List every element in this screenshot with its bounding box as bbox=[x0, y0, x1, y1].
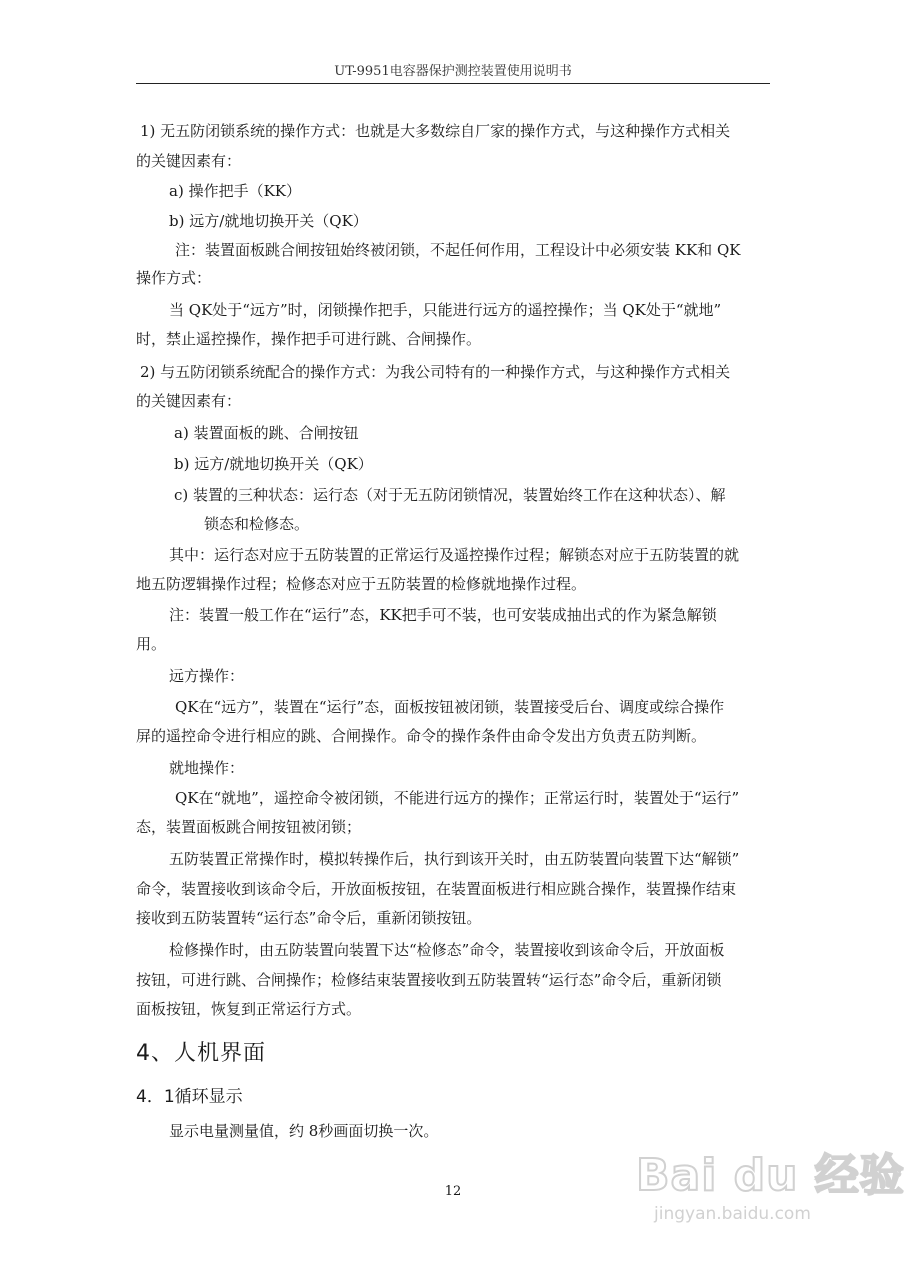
body-line: 时，禁止遥控操作，操作把手可进行跳、合闸操作。 bbox=[136, 330, 482, 348]
body-line: 的关键因素有： bbox=[136, 152, 242, 170]
body-line: 用。 bbox=[136, 635, 167, 653]
body-line: 态，装置面板跳合闸按钮被闭锁； bbox=[136, 818, 362, 836]
subsection-text: 显示电量测量值，约 8秒画面切换一次。 bbox=[169, 1122, 439, 1140]
body-line: b) 远方/就地切换开关（QK） bbox=[169, 212, 368, 230]
body-line: 五防装置正常操作时，模拟转操作后，执行到该开关时，由五防装置向装置下达“解锁” bbox=[169, 850, 740, 868]
body-line: 屏的遥控命令进行相应的跳、合闸操作。命令的操作条件由命令发出方负责五防判断。 bbox=[136, 727, 707, 745]
document-header: UT-9951电容器保护测控装置使用说明书 bbox=[334, 64, 572, 79]
body-line: 检修操作时，由五防装置向装置下达“检修态”命令，装置接收到该命令后，开放面板 bbox=[169, 941, 725, 959]
body-line: 1) 无五防闭锁系统的操作方式：也就是大多数综自厂家的操作方式，与这种操作方式相关 bbox=[140, 122, 731, 140]
subsection-heading: 4．1循环显示 bbox=[136, 1087, 243, 1107]
body-line: QK在“远方”，装置在“运行”态，面板按钮被闭锁，装置接受后台、调度或综合操作 bbox=[175, 698, 725, 716]
body-line: a) 操作把手（KK） bbox=[169, 182, 301, 200]
body-line: c) 装置的三种状态：运行态（对于无五防闭锁情况，装置始终工作在这种状态）、解 bbox=[174, 486, 726, 504]
watermark-logo: Bai du 经验 bbox=[636, 1150, 905, 1201]
body-line: 面板按钮，恢复到正常运行方式。 bbox=[136, 1000, 362, 1018]
body-line: 接收到五防装置转“运行态”命令后，重新闭锁按钮。 bbox=[136, 909, 482, 927]
body-line: QK在“就地”，遥控命令被闭锁，不能进行远方的操作；正常运行时，装置处于“运行” bbox=[175, 789, 740, 807]
body-line: b) 远方/就地切换开关（QK） bbox=[174, 455, 373, 473]
body-line: 注：装置一般工作在“运行”态，KK把手可不装，也可安装成抽出式的作为紧急解锁 bbox=[169, 606, 717, 624]
body-line: 锁态和检修态。 bbox=[204, 515, 310, 533]
body-line: 其中：运行态对应于五防装置的正常运行及遥控操作过程；解锁态对应于五防装置的就 bbox=[169, 546, 740, 564]
body-line: 就地操作： bbox=[169, 759, 245, 777]
body-line: 的关键因素有： bbox=[136, 392, 242, 410]
section-heading: 4、人机界面 bbox=[136, 1041, 266, 1066]
header-rule bbox=[136, 83, 770, 84]
body-line: 命令，装置接收到该命令后，开放面板按钮，在装置面板进行相应跳合操作，装置操作结束 bbox=[136, 880, 737, 898]
body-line: 操作方式： bbox=[136, 269, 212, 287]
watermark-url: jingyan.baidu.com bbox=[654, 1204, 811, 1224]
body-line: a) 装置面板的跳、合闸按钮 bbox=[174, 424, 359, 442]
watermark bbox=[636, 1148, 905, 1258]
body-line: 按钮，可进行跳、合闸操作；检修结束装置接收到五防装置转“运行态”命令后，重新闭锁 bbox=[136, 971, 722, 989]
body-line: 远方操作： bbox=[169, 667, 245, 685]
body-line: 2) 与五防闭锁系统配合的操作方式：为我公司特有的一种操作方式，与这种操作方式相关 bbox=[140, 363, 731, 381]
body-line: 地五防逻辑操作过程；检修态对应于五防装置的检修就地操作过程。 bbox=[136, 575, 587, 593]
body-line: 注：装置面板跳合闸按钮始终被闭锁，不起任何作用，工程设计中必须安装 KK和 QK bbox=[175, 241, 741, 259]
body-line: 当 QK处于“远方”时，闭锁操作把手，只能进行远方的遥控操作；当 QK处于“就地” bbox=[169, 301, 722, 319]
page-number: 12 bbox=[444, 1184, 462, 1199]
